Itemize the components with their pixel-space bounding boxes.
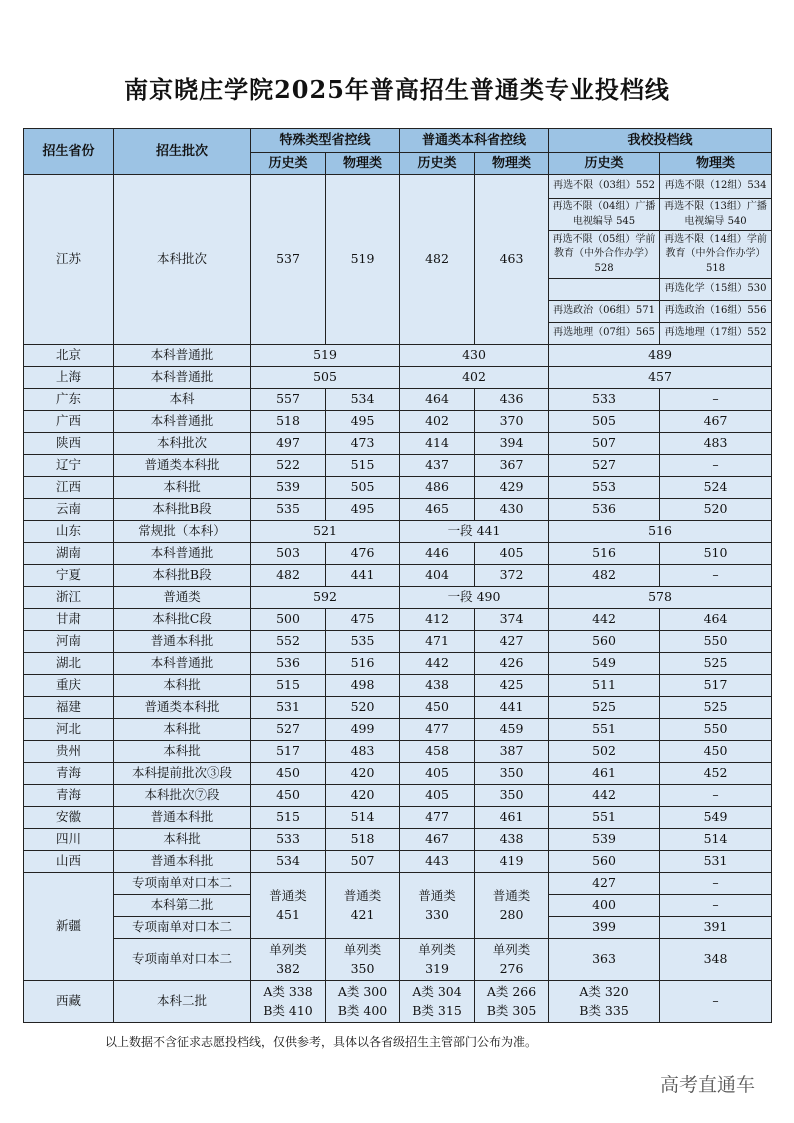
watermark: 高考直通车 xyxy=(660,1074,756,1096)
score-cell: 539 xyxy=(251,477,326,499)
score-cell: 457 xyxy=(549,367,772,389)
score-cell: 522 xyxy=(251,455,326,477)
score-cell: 461 xyxy=(549,763,660,785)
province-cell: 江苏 xyxy=(24,175,114,345)
score-cell: 507 xyxy=(326,851,400,873)
province-cell: 江西 xyxy=(24,477,114,499)
score-cell: 437 xyxy=(400,455,475,477)
score-cell: 450 xyxy=(251,763,326,785)
score-cell: 517 xyxy=(660,675,772,697)
score-value: 350 xyxy=(350,960,375,976)
province-cell: 广西 xyxy=(24,411,114,433)
province-cell: 福建 xyxy=(24,697,114,719)
group-score-cell: 再选不限（05组）学前教育（中外合作办学）528 xyxy=(549,231,660,279)
score-cell: 482 xyxy=(400,175,475,345)
score-cell: 525 xyxy=(660,653,772,675)
score-cell: 486 xyxy=(400,477,475,499)
batch-cell: 本科批B段 xyxy=(114,499,251,521)
group-score-cell: 再选地理（07组）565 xyxy=(549,323,660,345)
score-cell: 502 xyxy=(549,741,660,763)
table-row xyxy=(24,455,772,477)
header-batch: 招生批次 xyxy=(114,129,251,175)
province-cell: 湖南 xyxy=(24,543,114,565)
score-cell: 483 xyxy=(660,433,772,455)
score-cell: 427 xyxy=(475,631,549,653)
score-cell: 536 xyxy=(549,499,660,521)
score-cell: 482 xyxy=(251,565,326,587)
score-cell xyxy=(251,939,326,981)
province-cell: 云南 xyxy=(24,499,114,521)
score-value: 276 xyxy=(499,960,524,976)
score-cell: 539 xyxy=(549,829,660,851)
score-cell: 350 xyxy=(475,785,549,807)
score-cell: 412 xyxy=(400,609,475,631)
score-cell: 507 xyxy=(549,433,660,455)
score-cell: 515 xyxy=(251,807,326,829)
province-cell: 山西 xyxy=(24,851,114,873)
category-label: 单列类 xyxy=(343,941,382,957)
score-cell: 374 xyxy=(475,609,549,631)
score-cell: 537 xyxy=(251,175,326,345)
table-row xyxy=(24,829,772,851)
score-cell: 525 xyxy=(549,697,660,719)
group-score-cell: 再选政治（06组）571 xyxy=(549,301,660,323)
group-score-cell: 再选不限（04组）广播电视编导 545 xyxy=(549,199,660,231)
score-cell: 520 xyxy=(326,697,400,719)
group-score-cell: 再选化学（15组）530 xyxy=(660,279,772,301)
province-cell: 河南 xyxy=(24,631,114,653)
batch-cell: 本科批B段 xyxy=(114,565,251,587)
table-row xyxy=(24,631,772,653)
score-cell: 516 xyxy=(549,521,772,543)
score-cell: 441 xyxy=(475,697,549,719)
score-cell: 515 xyxy=(251,675,326,697)
score-cell: 518 xyxy=(326,829,400,851)
batch-cell: 本科普通批 xyxy=(114,345,251,367)
batch-cell: 本科批 xyxy=(114,477,251,499)
score-cell: 442 xyxy=(400,653,475,675)
score-value: 451 xyxy=(276,906,300,922)
score-cell: 430 xyxy=(475,499,549,521)
batch-cell: 本科二批 xyxy=(114,981,251,1023)
table-row xyxy=(24,609,772,631)
table-row xyxy=(24,543,772,565)
score-cell: 553 xyxy=(549,477,660,499)
score-cell: 489 xyxy=(549,345,772,367)
score-cell xyxy=(251,873,326,939)
score-cell: 549 xyxy=(660,807,772,829)
score-cell: 363 xyxy=(549,939,660,981)
province-cell: 甘肃 xyxy=(24,609,114,631)
score-cell: 441 xyxy=(326,565,400,587)
score-cell: 560 xyxy=(549,851,660,873)
score-cell: 420 xyxy=(326,785,400,807)
score-cell: 425 xyxy=(475,675,549,697)
batch-cell: 本科普通批 xyxy=(114,367,251,389)
score-cell: 505 xyxy=(326,477,400,499)
score-cell: 550 xyxy=(660,631,772,653)
score-cell: 442 xyxy=(549,609,660,631)
score-cell: 450 xyxy=(251,785,326,807)
score-cell: 436 xyxy=(475,389,549,411)
score-cell: 430 xyxy=(400,345,549,367)
score-cell: 550 xyxy=(660,719,772,741)
score-value: B类 315 xyxy=(412,1002,462,1018)
score-cell xyxy=(475,939,549,981)
province-cell: 重庆 xyxy=(24,675,114,697)
batch-cell: 普通本科批 xyxy=(114,851,251,873)
province-cell: 广东 xyxy=(24,389,114,411)
table-row xyxy=(24,675,772,697)
score-cell: 534 xyxy=(326,389,400,411)
table-row xyxy=(24,807,772,829)
score-cell: 557 xyxy=(251,389,326,411)
score-cell: 476 xyxy=(326,543,400,565)
score-cell: 458 xyxy=(400,741,475,763)
category-label: 普通类 xyxy=(343,887,382,903)
score-cell: 442 xyxy=(549,785,660,807)
score-cell: 452 xyxy=(660,763,772,785)
province-cell: 青海 xyxy=(24,785,114,807)
province-cell: 安徽 xyxy=(24,807,114,829)
score-cell: 394 xyxy=(475,433,549,455)
score-cell: 511 xyxy=(549,675,660,697)
category-label: 单列类 xyxy=(269,941,307,957)
score-cell: 450 xyxy=(660,741,772,763)
batch-cell: 本科批 xyxy=(114,741,251,763)
score-cell: 531 xyxy=(251,697,326,719)
batch-cell: 普通类 xyxy=(114,587,251,609)
score-cell: 578 xyxy=(549,587,772,609)
score-cell: 527 xyxy=(251,719,326,741)
group-score-cell: 再选不限（12组）534 xyxy=(660,175,772,199)
score-cell: – xyxy=(660,455,772,477)
score-value: A类 304 xyxy=(412,983,462,999)
score-cell: 465 xyxy=(400,499,475,521)
table-row xyxy=(24,763,772,785)
header-history: 历史类 xyxy=(251,153,326,175)
score-cell: 521 xyxy=(251,521,400,543)
province-cell: 陕西 xyxy=(24,433,114,455)
batch-cell: 本科第二批 xyxy=(114,895,251,917)
province-cell: 宁夏 xyxy=(24,565,114,587)
batch-cell: 专项南单对口本二 xyxy=(114,939,251,981)
province-cell: 青海 xyxy=(24,763,114,785)
score-cell: 515 xyxy=(326,455,400,477)
table-row xyxy=(24,653,772,675)
score-cell: 467 xyxy=(660,411,772,433)
footnote: 以上数据不含征求志愿投档线，仅供参考，具体以各省级招生主管部门公布为准。 xyxy=(105,1035,538,1049)
category-label: 普通类 xyxy=(269,887,307,903)
table-row xyxy=(24,345,772,367)
score-value: A类 300 xyxy=(337,983,388,999)
province-cell: 湖北 xyxy=(24,653,114,675)
score-table xyxy=(23,128,772,1023)
score-cell: 463 xyxy=(475,175,549,345)
score-cell: 461 xyxy=(475,807,549,829)
score-cell: 438 xyxy=(475,829,549,851)
score-cell: 387 xyxy=(475,741,549,763)
score-cell: 505 xyxy=(251,367,400,389)
page-title: 南京晓庄学院2025年普高招生普通类专业投档线 xyxy=(124,75,670,104)
score-cell: 405 xyxy=(400,785,475,807)
score-cell: 372 xyxy=(475,565,549,587)
score-cell: – xyxy=(660,981,772,1023)
score-cell: 510 xyxy=(660,543,772,565)
batch-cell: 普通本科批 xyxy=(114,807,251,829)
batch-cell: 本科批次 xyxy=(114,175,251,345)
score-cell: 535 xyxy=(326,631,400,653)
score-cell: 427 xyxy=(549,873,660,895)
table-row xyxy=(24,719,772,741)
province-cell: 西藏 xyxy=(24,981,114,1023)
table-row xyxy=(24,851,772,873)
header-school: 我校投档线 xyxy=(549,129,772,153)
score-cell: 534 xyxy=(251,851,326,873)
table-row xyxy=(24,565,772,587)
score-cell: 402 xyxy=(400,411,475,433)
score-cell: 420 xyxy=(326,763,400,785)
score-cell xyxy=(475,981,549,1023)
batch-cell: 本科 xyxy=(114,389,251,411)
score-cell: – xyxy=(660,873,772,895)
score-value: 330 xyxy=(425,906,449,922)
batch-cell: 专项南单对口本二 xyxy=(114,917,251,939)
score-cell xyxy=(326,981,400,1023)
score-cell: 495 xyxy=(326,499,400,521)
table-row xyxy=(24,521,772,543)
score-cell: 520 xyxy=(660,499,772,521)
score-cell: 482 xyxy=(549,565,660,587)
batch-cell: 本科批次⑦段 xyxy=(114,785,251,807)
batch-cell: 本科提前批次③段 xyxy=(114,763,251,785)
score-cell: 477 xyxy=(400,807,475,829)
score-value: 421 xyxy=(350,906,375,922)
score-cell: 405 xyxy=(400,763,475,785)
score-cell: 551 xyxy=(549,807,660,829)
score-value: A类 266 xyxy=(486,983,537,999)
table-row xyxy=(24,697,772,719)
score-cell: 549 xyxy=(549,653,660,675)
score-cell xyxy=(400,939,475,981)
score-cell: 一段 441 xyxy=(400,521,549,543)
score-cell: 348 xyxy=(660,939,772,981)
table-row xyxy=(24,741,772,763)
score-cell: 533 xyxy=(549,389,660,411)
score-cell: 483 xyxy=(326,741,400,763)
score-cell: 405 xyxy=(475,543,549,565)
score-cell: 517 xyxy=(251,741,326,763)
batch-cell: 本科批C段 xyxy=(114,609,251,631)
score-cell: 497 xyxy=(251,433,326,455)
table-row xyxy=(24,367,772,389)
score-cell: 498 xyxy=(326,675,400,697)
score-cell: 500 xyxy=(251,609,326,631)
score-value: 280 xyxy=(499,906,524,922)
score-cell: 429 xyxy=(475,477,549,499)
header-history: 历史类 xyxy=(400,153,475,175)
score-cell xyxy=(326,939,400,981)
score-cell: 426 xyxy=(475,653,549,675)
score-cell: 400 xyxy=(549,895,660,917)
score-cell: 524 xyxy=(660,477,772,499)
score-cell: 516 xyxy=(549,543,660,565)
score-cell: 516 xyxy=(326,653,400,675)
batch-cell: 本科批 xyxy=(114,675,251,697)
score-cell: 495 xyxy=(326,411,400,433)
score-cell: 404 xyxy=(400,565,475,587)
province-cell: 辽宁 xyxy=(24,455,114,477)
score-cell: 350 xyxy=(475,763,549,785)
batch-cell: 本科批 xyxy=(114,829,251,851)
score-cell: 505 xyxy=(549,411,660,433)
score-cell: 414 xyxy=(400,433,475,455)
score-cell: 443 xyxy=(400,851,475,873)
score-cell: 399 xyxy=(549,917,660,939)
score-cell: 552 xyxy=(251,631,326,653)
batch-cell: 本科批次 xyxy=(114,433,251,455)
category-label: 单列类 xyxy=(492,941,531,957)
score-cell: 467 xyxy=(400,829,475,851)
score-value: B类 335 xyxy=(579,1002,629,1018)
score-value: A类 338 xyxy=(263,983,313,999)
table-row xyxy=(24,981,772,1023)
batch-cell: 本科普通批 xyxy=(114,543,251,565)
score-cell: 402 xyxy=(400,367,549,389)
score-cell: 527 xyxy=(549,455,660,477)
header-history: 历史类 xyxy=(549,153,660,175)
header-province: 招生省份 xyxy=(24,129,114,175)
group-score-cell: 再选不限（14组）学前教育（中外合作办学）518 xyxy=(660,231,772,279)
score-cell: 519 xyxy=(251,345,400,367)
score-cell xyxy=(475,873,549,939)
score-cell: 519 xyxy=(326,175,400,345)
score-value: B类 305 xyxy=(486,1002,537,1018)
batch-cell: 普通类本科批 xyxy=(114,697,251,719)
score-cell: 370 xyxy=(475,411,549,433)
category-label: 普通类 xyxy=(418,887,456,903)
score-value: 382 xyxy=(276,960,300,976)
table-row xyxy=(24,389,772,411)
province-cell: 新疆 xyxy=(24,873,114,981)
score-cell: 592 xyxy=(251,587,400,609)
score-cell: 536 xyxy=(251,653,326,675)
table-row xyxy=(24,411,772,433)
score-value: A类 320 xyxy=(579,983,629,999)
header-regular: 普通类本科省控线 xyxy=(400,129,549,153)
score-cell: 475 xyxy=(326,609,400,631)
score-cell xyxy=(400,873,475,939)
score-cell: 367 xyxy=(475,455,549,477)
score-cell: 450 xyxy=(400,697,475,719)
score-cell: – xyxy=(660,785,772,807)
province-cell: 北京 xyxy=(24,345,114,367)
category-label: 单列类 xyxy=(418,941,456,957)
header-physics: 物理类 xyxy=(660,153,772,175)
score-cell: 503 xyxy=(251,543,326,565)
group-score-cell: 再选政治（16组）556 xyxy=(660,301,772,323)
score-cell: 446 xyxy=(400,543,475,565)
score-cell xyxy=(400,981,475,1023)
group-score-cell xyxy=(549,279,660,301)
table-row xyxy=(24,433,772,455)
province-cell: 上海 xyxy=(24,367,114,389)
score-cell: 一段 490 xyxy=(400,587,549,609)
score-cell: 535 xyxy=(251,499,326,521)
score-value: 319 xyxy=(425,960,449,976)
score-cell: 459 xyxy=(475,719,549,741)
score-cell: 525 xyxy=(660,697,772,719)
province-cell: 河北 xyxy=(24,719,114,741)
score-cell xyxy=(549,981,660,1023)
score-cell: 518 xyxy=(251,411,326,433)
score-cell xyxy=(326,873,400,939)
score-cell: 551 xyxy=(549,719,660,741)
score-cell: 560 xyxy=(549,631,660,653)
group-score-cell: 再选不限（13组）广播电视编导 540 xyxy=(660,199,772,231)
score-cell: 533 xyxy=(251,829,326,851)
score-cell: 391 xyxy=(660,917,772,939)
header-special: 特殊类型省控线 xyxy=(251,129,400,153)
table-row xyxy=(24,499,772,521)
category-label: 普通类 xyxy=(492,887,531,903)
score-cell: 473 xyxy=(326,433,400,455)
score-value: B类 410 xyxy=(263,1002,313,1018)
batch-cell: 本科普通批 xyxy=(114,653,251,675)
table-row xyxy=(24,587,772,609)
score-cell: 514 xyxy=(326,807,400,829)
score-cell: 419 xyxy=(475,851,549,873)
province-cell: 四川 xyxy=(24,829,114,851)
province-cell: 贵州 xyxy=(24,741,114,763)
score-cell: 531 xyxy=(660,851,772,873)
group-score-cell: 再选不限（03组）552 xyxy=(549,175,660,199)
score-cell xyxy=(251,981,326,1023)
batch-cell: 普通本科批 xyxy=(114,631,251,653)
score-cell: 464 xyxy=(400,389,475,411)
batch-cell: 专项南单对口本二 xyxy=(114,873,251,895)
province-cell: 浙江 xyxy=(24,587,114,609)
batch-cell: 常规批（本科） xyxy=(114,521,251,543)
score-cell: 438 xyxy=(400,675,475,697)
header-physics: 物理类 xyxy=(326,153,400,175)
batch-cell: 本科批 xyxy=(114,719,251,741)
header-physics: 物理类 xyxy=(475,153,549,175)
score-cell: – xyxy=(660,895,772,917)
score-cell: 471 xyxy=(400,631,475,653)
score-cell: 514 xyxy=(660,829,772,851)
group-score-cell: 再选地理（17组）552 xyxy=(660,323,772,345)
score-cell: – xyxy=(660,565,772,587)
table-row xyxy=(24,785,772,807)
score-cell: 464 xyxy=(660,609,772,631)
score-value: B类 400 xyxy=(337,1002,388,1018)
score-cell: – xyxy=(660,389,772,411)
score-cell: 499 xyxy=(326,719,400,741)
batch-cell: 本科普通批 xyxy=(114,411,251,433)
table-row xyxy=(24,477,772,499)
score-cell: 477 xyxy=(400,719,475,741)
batch-cell: 普通类本科批 xyxy=(114,455,251,477)
province-cell: 山东 xyxy=(24,521,114,543)
